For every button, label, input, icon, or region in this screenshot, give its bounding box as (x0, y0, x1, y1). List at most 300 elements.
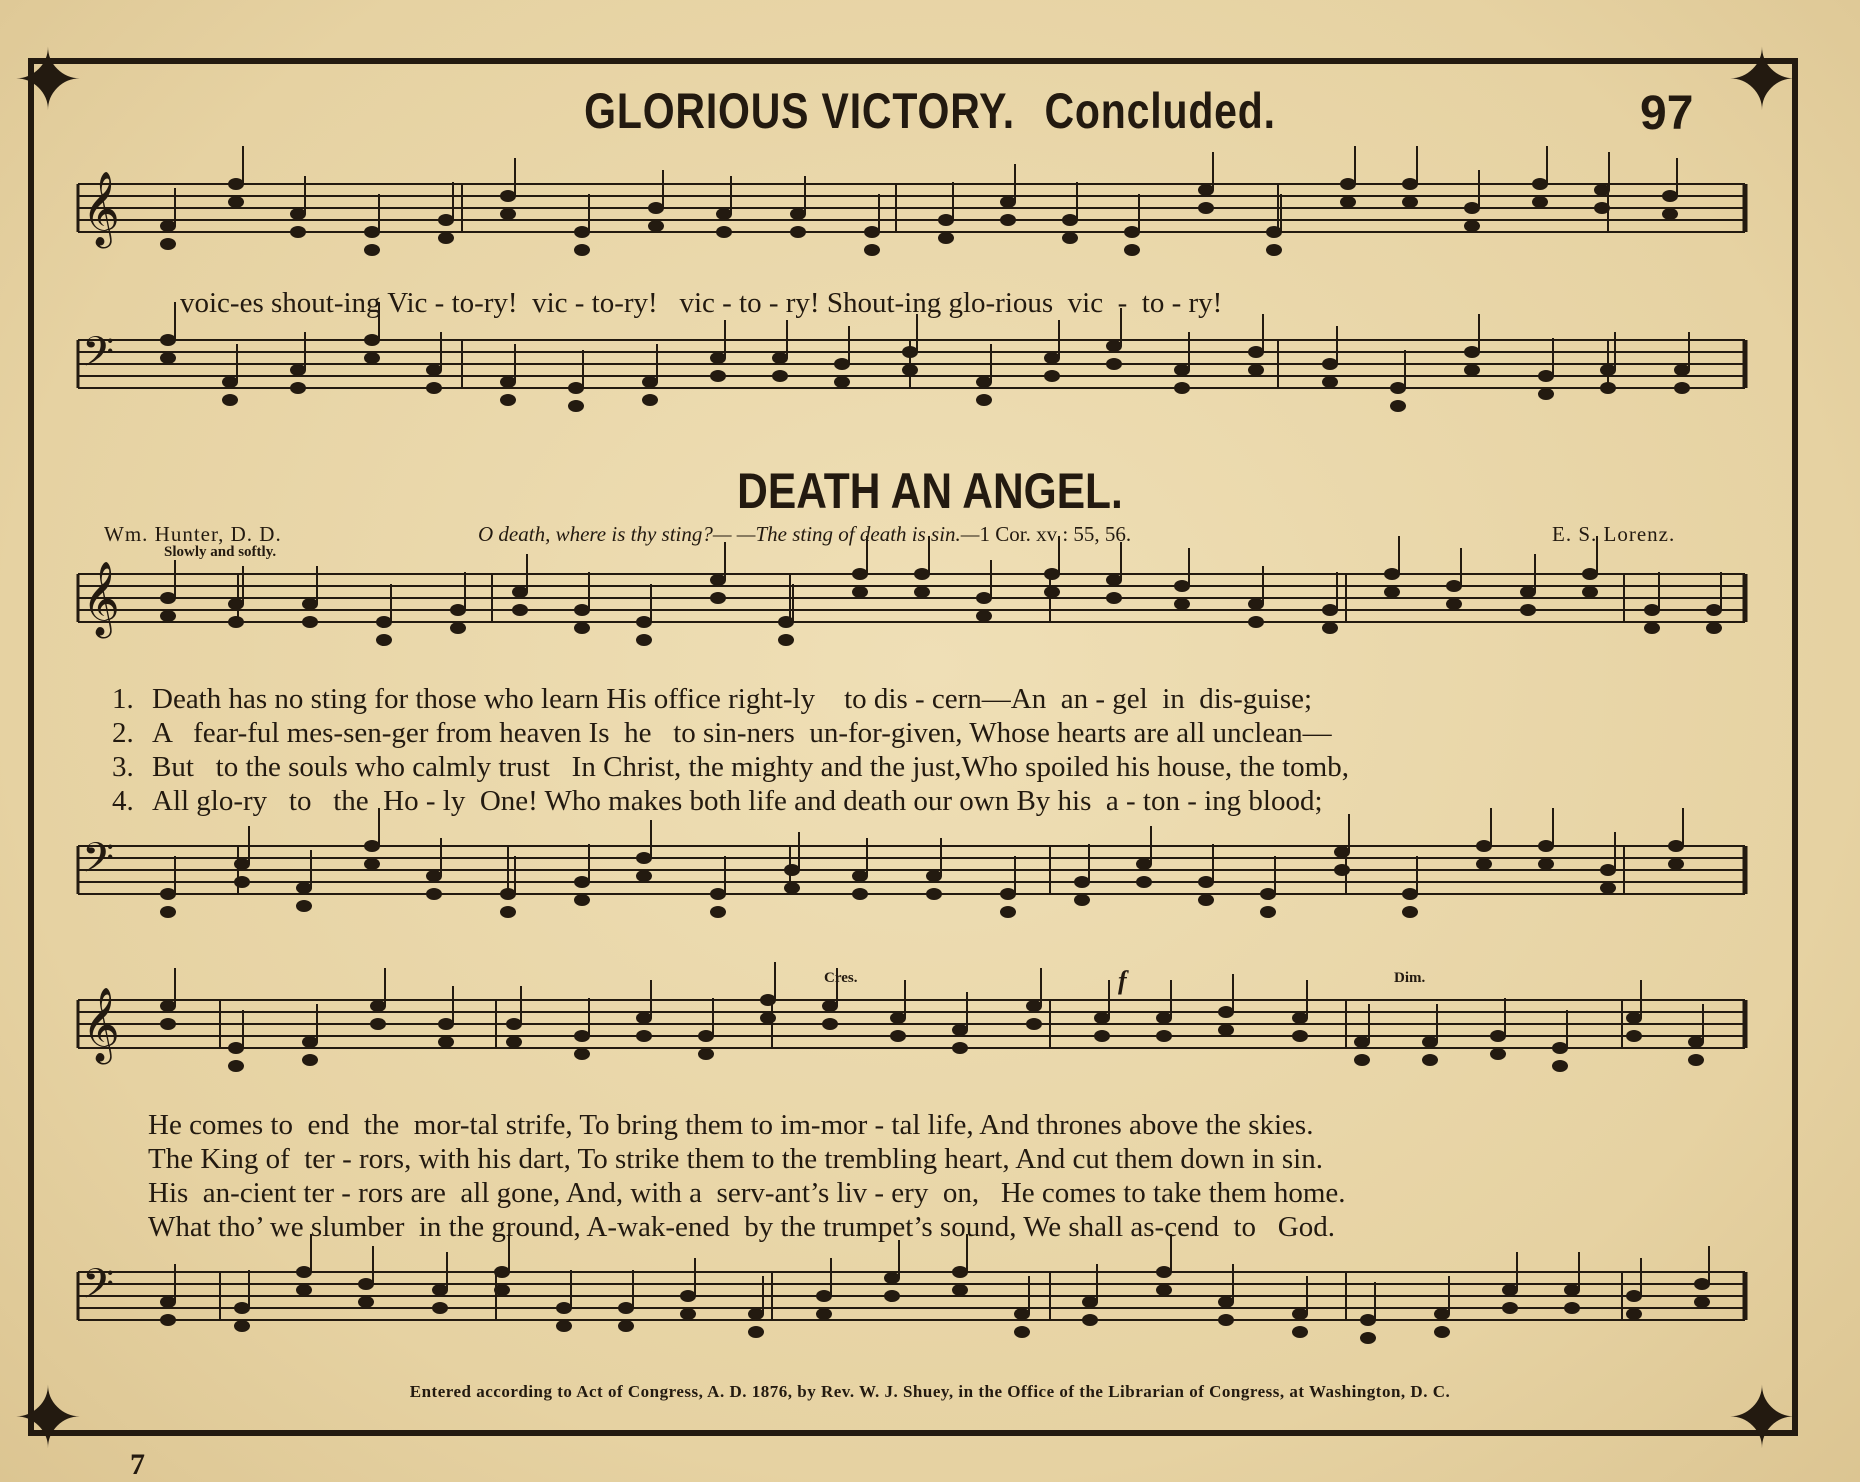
note-head (680, 1308, 696, 1320)
note-head (494, 1284, 510, 1296)
note-head (1600, 864, 1616, 876)
verse-line (112, 784, 1323, 818)
note-head (364, 226, 380, 238)
note-head (228, 598, 244, 610)
note-head (302, 598, 318, 610)
note-head (296, 1284, 312, 1296)
bass-clef-icon: 𝄢 (82, 834, 115, 892)
note-head (1582, 568, 1598, 580)
note-head (222, 394, 238, 406)
note-head (890, 1030, 906, 1042)
note-head (1044, 352, 1060, 364)
note-head (790, 226, 806, 238)
note-head (574, 226, 590, 238)
verse-line: His an-cient ter - rors are all gone, And, with a serv-ant’s liv - ery on, He comes to take them home. (148, 1177, 1346, 1209)
note-head (1600, 882, 1616, 894)
note-head (426, 382, 442, 394)
note-head (1082, 1296, 1098, 1308)
note-head (160, 906, 176, 918)
note-head (760, 1012, 776, 1024)
verse-number: 3. (112, 751, 134, 783)
note-head (450, 604, 466, 616)
note-head (364, 858, 380, 870)
verse-number: 4. (112, 785, 134, 817)
note-head (1248, 364, 1264, 376)
note-head (1464, 346, 1480, 358)
note-head (1644, 604, 1660, 616)
note-head (1000, 888, 1016, 900)
note-head (1390, 382, 1406, 394)
note-head (290, 226, 306, 238)
note-head (426, 870, 442, 882)
note-head (710, 370, 726, 382)
note-head (1600, 382, 1616, 394)
note-head (1490, 1030, 1506, 1042)
note-head (574, 876, 590, 888)
note-head (370, 1000, 386, 1012)
note-head (438, 1036, 454, 1048)
note-head (500, 376, 516, 388)
note-head (1292, 1012, 1308, 1024)
note-head (1322, 604, 1338, 616)
note-head (926, 888, 942, 900)
note-head (1552, 1060, 1568, 1072)
note-head (556, 1302, 572, 1314)
note-head (680, 1290, 696, 1302)
verse-text: All glo-ry to the Ho - ly One! Who makes both life and death our own By his a - ton - ing blood; (152, 785, 1323, 817)
note-head (160, 888, 176, 900)
note-head (432, 1284, 448, 1296)
note-head (1198, 202, 1214, 214)
note-head (426, 364, 442, 376)
note-head (1552, 1042, 1568, 1054)
note-head (228, 178, 244, 190)
note-head (938, 214, 954, 226)
note-head (816, 1308, 832, 1320)
note-head (432, 1302, 448, 1314)
plate-number: 7 (130, 1448, 145, 1481)
note-head (228, 616, 244, 628)
note-head (364, 352, 380, 364)
note-head (1532, 196, 1548, 208)
note-head (364, 334, 380, 346)
note-head (618, 1320, 634, 1332)
note-head (1340, 196, 1356, 208)
note-head (952, 1042, 968, 1054)
note-head (500, 394, 516, 406)
note-head (160, 1296, 176, 1308)
note-head (1502, 1284, 1518, 1296)
note-head (778, 616, 794, 628)
note-head (160, 220, 176, 232)
treble-clef-icon: 𝄞 (82, 988, 120, 1062)
note-head (1174, 382, 1190, 394)
note-head (1626, 1030, 1642, 1042)
note-head (1464, 202, 1480, 214)
note-head (1354, 1036, 1370, 1048)
note-head (1198, 894, 1214, 906)
note-head (574, 622, 590, 634)
note-head (494, 1266, 510, 1278)
note-head (1402, 178, 1418, 190)
note-head (1538, 840, 1554, 852)
note-head (1106, 574, 1122, 586)
note-head (1674, 364, 1690, 376)
note-head (228, 1042, 244, 1054)
dynamic-cres: Cres. (824, 970, 858, 986)
glorious-victory-lyrics: voic-es shout-ing Vic - to-ry! vic - to-ry! vic - to - ry! Shout-ing glo-rious vic - to - ry! (180, 287, 1223, 319)
note-head (160, 238, 176, 250)
note-head (160, 1000, 176, 1012)
note-head (364, 244, 380, 256)
note-head (716, 226, 732, 238)
note-head (1662, 208, 1678, 220)
note-head (1136, 858, 1152, 870)
dynamic-dim: Dim. (1394, 970, 1426, 986)
note-head (784, 864, 800, 876)
note-head (952, 1266, 968, 1278)
note-head (852, 568, 868, 580)
note-head (160, 610, 176, 622)
note-head (748, 1326, 764, 1338)
note-head (976, 376, 992, 388)
note-head (1668, 840, 1684, 852)
note-head (816, 1290, 832, 1302)
bass-clef-icon: 𝄢 (82, 328, 115, 386)
note-head (160, 592, 176, 604)
author-credit: Wm. Hunter, D. D. (104, 522, 282, 546)
verse-text: A fear-ful mes-sen-ger from heaven Is he to sin-ners un-for-given, Whose hearts are all unclean— (152, 717, 1332, 749)
note-head (1384, 586, 1400, 598)
song-subtitle: Concluded. (1044, 83, 1276, 139)
note-head (1360, 1314, 1376, 1326)
note-head (1156, 1266, 1172, 1278)
note-head (290, 382, 306, 394)
note-head (1014, 1308, 1030, 1320)
note-head (1662, 190, 1678, 202)
note-head (228, 196, 244, 208)
note-head (234, 858, 250, 870)
note-head (1094, 1030, 1110, 1042)
note-head (234, 1302, 250, 1314)
note-head (636, 616, 652, 628)
note-head (364, 840, 380, 852)
note-head (302, 1054, 318, 1066)
note-head (1106, 340, 1122, 352)
note-head (1000, 214, 1016, 226)
note-head (1626, 1012, 1642, 1024)
note-head (748, 1308, 764, 1320)
note-head (500, 208, 516, 220)
note-head (574, 1030, 590, 1042)
note-head (1354, 1054, 1370, 1066)
tempo-marking: Slowly and softly. (164, 544, 277, 560)
note-head (1292, 1030, 1308, 1042)
note-head (1694, 1296, 1710, 1308)
note-head (636, 1012, 652, 1024)
note-head (556, 1320, 572, 1332)
note-head (760, 994, 776, 1006)
note-head (772, 352, 788, 364)
note-head (302, 1036, 318, 1048)
note-head (636, 634, 652, 646)
verse-number: 1. (112, 683, 134, 715)
note-head (1292, 1308, 1308, 1320)
note-head (1266, 226, 1282, 238)
note-head (1174, 598, 1190, 610)
note-head (1600, 364, 1616, 376)
note-head (512, 586, 528, 598)
note-head (228, 1060, 244, 1072)
corner-ornament-icon: ✦ (1726, 31, 1798, 129)
note-head (1174, 364, 1190, 376)
note-head (890, 1012, 906, 1024)
note-head (1538, 858, 1554, 870)
note-head (1198, 184, 1214, 196)
note-head (636, 852, 652, 864)
verse-line: What tho’ we slumber in the ground, A-wak-ened by the trumpet’s sound, We shall as-cend to God. (148, 1211, 1335, 1243)
note-head (438, 1018, 454, 1030)
note-head (772, 370, 788, 382)
note-head (710, 906, 726, 918)
note-head (1434, 1308, 1450, 1320)
note-head (1062, 232, 1078, 244)
note-head (976, 592, 992, 604)
note-head (884, 1290, 900, 1302)
note-head (1422, 1036, 1438, 1048)
note-head (1626, 1290, 1642, 1302)
note-head (1174, 580, 1190, 592)
note-head (506, 1036, 522, 1048)
note-head (1706, 622, 1722, 634)
note-head (784, 882, 800, 894)
note-head (698, 1048, 714, 1060)
note-head (574, 894, 590, 906)
note-head (790, 208, 806, 220)
note-head (296, 882, 312, 894)
note-head (1248, 346, 1264, 358)
corner-ornament-icon: ✦ (12, 1369, 84, 1467)
scripture-reference: 1 Cor. xv : 55, 56. (979, 522, 1132, 546)
note-head (1564, 1302, 1580, 1314)
note-head (512, 604, 528, 616)
note-head (1476, 858, 1492, 870)
note-head (234, 876, 250, 888)
note-head (1644, 622, 1660, 634)
note-head (160, 1314, 176, 1326)
note-head (1334, 846, 1350, 858)
corner-ornament-icon: ✦ (1726, 1369, 1798, 1467)
note-head (976, 394, 992, 406)
note-head (1502, 1302, 1518, 1314)
note-head (438, 232, 454, 244)
note-head (1446, 580, 1462, 592)
corner-ornament-icon: ✦ (12, 31, 84, 129)
note-head (376, 634, 392, 646)
note-head (710, 888, 726, 900)
note-head (864, 226, 880, 238)
composer-credit: E. S. Lorenz. (1552, 522, 1676, 546)
note-head (1260, 906, 1276, 918)
epigraph-text: O death, where is thy sting?— —The sting of death is sin.— (478, 522, 980, 546)
note-head (450, 622, 466, 634)
note-head (852, 586, 868, 598)
note-head (618, 1302, 634, 1314)
note-head (902, 346, 918, 358)
note-head (648, 220, 664, 232)
note-head (1694, 1278, 1710, 1290)
verse-line: He comes to end the mor-tal strife, To bring them to im-mor - tal life, And thrones above the skies. (148, 1109, 1314, 1141)
note-head (1106, 358, 1122, 370)
note-head (1564, 1284, 1580, 1296)
note-head (1446, 598, 1462, 610)
bass-clef-icon: 𝄢 (82, 1260, 115, 1318)
note-head (1124, 226, 1140, 238)
note-head (914, 568, 930, 580)
note-head (1434, 1326, 1450, 1338)
note-head (1124, 244, 1140, 256)
verse-line: The King of ter - rors, with his dart, To strike them to the trembling heart, And cut them down in sin. (148, 1143, 1323, 1175)
note-head (1688, 1036, 1704, 1048)
treble-clef-icon: 𝄞 (82, 172, 120, 246)
note-head (1706, 604, 1722, 616)
verse-text: But to the souls who calmly trust In Christ, the mighty and the just,Who spoiled his house, the tomb, (152, 751, 1349, 783)
note-head (1106, 592, 1122, 604)
page-number: 97 (1640, 87, 1694, 140)
note-head (1402, 906, 1418, 918)
note-head (1322, 376, 1338, 388)
note-head (1044, 568, 1060, 580)
note-head (1688, 1054, 1704, 1066)
note-head (636, 870, 652, 882)
verse-line (112, 716, 1332, 750)
epigraph (478, 522, 1131, 547)
note-head (1626, 1308, 1642, 1320)
note-head (926, 870, 942, 882)
dynamic-forte: f (1118, 966, 1127, 995)
note-head (1360, 1332, 1376, 1344)
note-head (358, 1278, 374, 1290)
note-head (1532, 178, 1548, 190)
note-head (296, 1266, 312, 1278)
note-head (1322, 358, 1338, 370)
verse-line (112, 682, 1312, 716)
note-head (1136, 876, 1152, 888)
note-head (1082, 1314, 1098, 1326)
note-head (834, 376, 850, 388)
note-head (1248, 616, 1264, 628)
note-head (568, 382, 584, 394)
note-head (1422, 1054, 1438, 1066)
note-head (864, 244, 880, 256)
note-head (710, 352, 726, 364)
note-head (296, 900, 312, 912)
note-head (1402, 888, 1418, 900)
note-head (376, 616, 392, 628)
note-head (574, 244, 590, 256)
note-head (1402, 196, 1418, 208)
note-head (438, 214, 454, 226)
note-head (1156, 1284, 1172, 1296)
verse-number: 2. (112, 717, 134, 749)
note-head (370, 1018, 386, 1030)
note-head (160, 1018, 176, 1030)
note-head (1198, 876, 1214, 888)
note-head (1026, 1000, 1042, 1012)
note-head (1292, 1326, 1308, 1338)
note-head (636, 1030, 652, 1042)
note-head (710, 574, 726, 586)
note-head (1334, 864, 1350, 876)
note-head (500, 888, 516, 900)
note-head (426, 888, 442, 900)
note-head (698, 1030, 714, 1042)
note-head (1074, 876, 1090, 888)
song-title-death-an-angel: DEATH AN ANGEL. (737, 463, 1123, 519)
note-head (1476, 840, 1492, 852)
note-head (1322, 622, 1338, 634)
note-head (1266, 244, 1282, 256)
note-head (642, 376, 658, 388)
note-head (1674, 382, 1690, 394)
note-head (1218, 1006, 1234, 1018)
note-head (1464, 220, 1480, 232)
note-head (914, 586, 930, 598)
note-head (1156, 1030, 1172, 1042)
note-head (160, 352, 176, 364)
note-head (1218, 1296, 1234, 1308)
treble-clef-icon: 𝄞 (82, 562, 120, 636)
note-head (1538, 388, 1554, 400)
note-head (1044, 586, 1060, 598)
note-head (884, 1272, 900, 1284)
note-head (1094, 1012, 1110, 1024)
note-head (1384, 568, 1400, 580)
note-head (1520, 604, 1536, 616)
note-head (902, 364, 918, 376)
verse-text: Death has no sting for those who learn His office right-ly to dis - cern—An an - gel in dis-guise; (152, 683, 1313, 715)
note-head (1014, 1326, 1030, 1338)
note-head (1000, 196, 1016, 208)
note-head (1538, 370, 1554, 382)
song-title-glorious-victory: GLORIOUS VICTORY. (584, 83, 1015, 139)
note-head (1062, 214, 1078, 226)
note-head (506, 1018, 522, 1030)
note-head (234, 1320, 250, 1332)
note-head (1390, 400, 1406, 412)
note-head (1520, 586, 1536, 598)
note-head (710, 592, 726, 604)
note-head (952, 1284, 968, 1296)
note-head (1594, 184, 1610, 196)
note-head (1074, 894, 1090, 906)
note-head (716, 208, 732, 220)
note-head (500, 906, 516, 918)
note-head (976, 610, 992, 622)
note-head (1156, 1012, 1172, 1024)
note-head (642, 394, 658, 406)
note-head (574, 1048, 590, 1060)
note-head (222, 376, 238, 388)
note-head (1582, 586, 1598, 598)
note-head (1000, 906, 1016, 918)
note-head (302, 616, 318, 628)
note-head (290, 364, 306, 376)
note-head (1260, 888, 1276, 900)
note-head (1248, 598, 1264, 610)
note-head (1026, 1018, 1042, 1030)
note-head (290, 208, 306, 220)
